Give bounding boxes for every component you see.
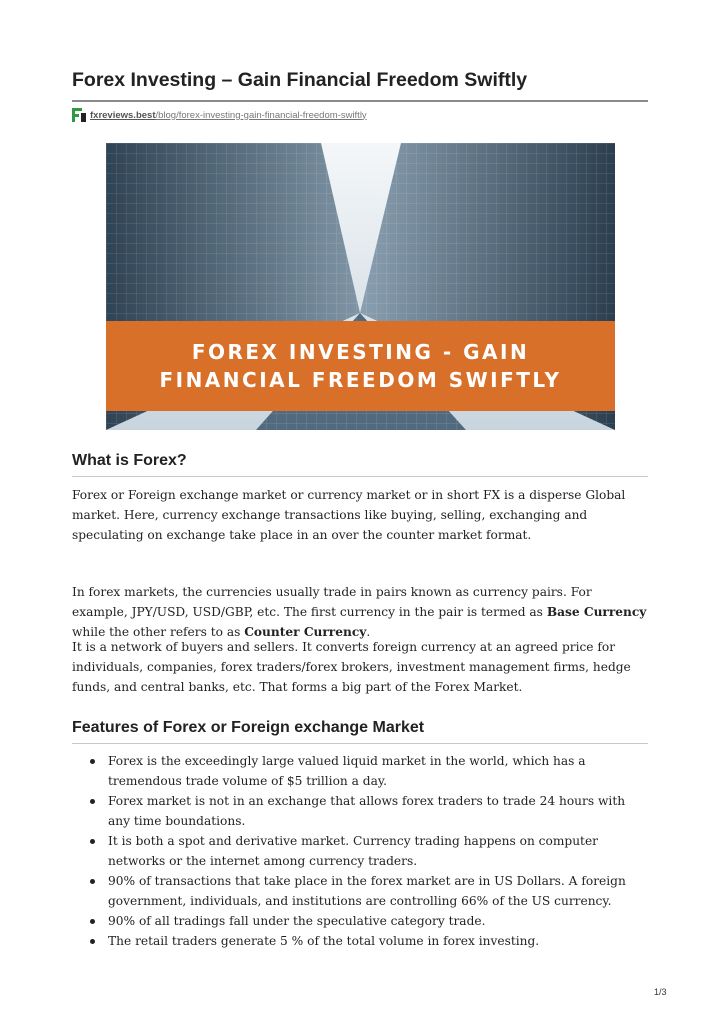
list-item: The retail traders generate 5 % of the total volume in forex investing. [88, 931, 648, 951]
list-item: It is both a spot and derivative market. Currency trading happens on computer networks or the internet among currency traders. [88, 831, 648, 871]
paragraph-text: In forex markets, the currencies usually trade in pairs known as currency pairs. For example, JPY/USD, USD/GBP, etc. The first currency in the pair is termed as [72, 585, 592, 619]
term-base-currency: Base Currency [546, 605, 647, 619]
page-title: Forex Investing – Gain Financial Freedom Swiftly [72, 69, 528, 91]
hero-banner-line2: FINANCIAL FREEDOM SWIFTLY [159, 368, 562, 392]
term-counter-currency: Counter Currency [244, 625, 367, 639]
paragraph-text: . [366, 625, 371, 639]
hero-image [106, 143, 615, 430]
list-item: Forex is the exceedingly large valued liquid market in the world, which has a tremendous trade volume of $5 trillion a day. [88, 751, 648, 791]
paragraph-currency-pairs [72, 582, 650, 642]
section-divider [72, 743, 648, 744]
fxreviews-logo-icon [72, 108, 86, 122]
section-heading-features: Features of Forex or Foreign exchange Market [72, 719, 425, 736]
hero-banner [106, 321, 615, 411]
paragraph-network: It is a network of buyers and sellers. It converts foreign currency at an agreed price for individuals, companies, forex traders/forex brokers, investment management firms, hedge funds, and central banks, etc. That forms a big part of the Forex Market. [72, 640, 631, 694]
section-divider [72, 476, 648, 477]
hero-banner-line1: FOREX INVESTING - GAIN [191, 340, 530, 364]
section-heading-what-is-forex: What is Forex? [72, 452, 187, 469]
source-path[interactable]: /blog/forex-investing-gain-financial-freedom-swiftly [155, 109, 367, 121]
source-link[interactable] [72, 107, 367, 123]
list-item: 90% of transactions that take place in the forex market are in US Dollars. A foreign government, individuals, and institutions are controlling 66% of the US currency. [88, 871, 648, 911]
list-item: Forex market is not in an exchange that allows forex traders to trade 24 hours with any time boundations. [88, 791, 648, 831]
source-domain[interactable]: fxreviews.best [90, 109, 156, 121]
features-list [88, 751, 648, 951]
paragraph-text: while the other refers to as [72, 625, 245, 639]
title-divider [72, 100, 648, 102]
page-number: 1/3 [654, 987, 667, 997]
list-item: 90% of all tradings fall under the speculative category trade. [88, 911, 648, 931]
paragraph-forex-definition: Forex or Foreign exchange market or currency market or in short FX is a disperse Global market. Here, currency exchange transactions like buying, selling, exchanging and speculating on exchange take place in an over the counter market format. [72, 488, 626, 542]
